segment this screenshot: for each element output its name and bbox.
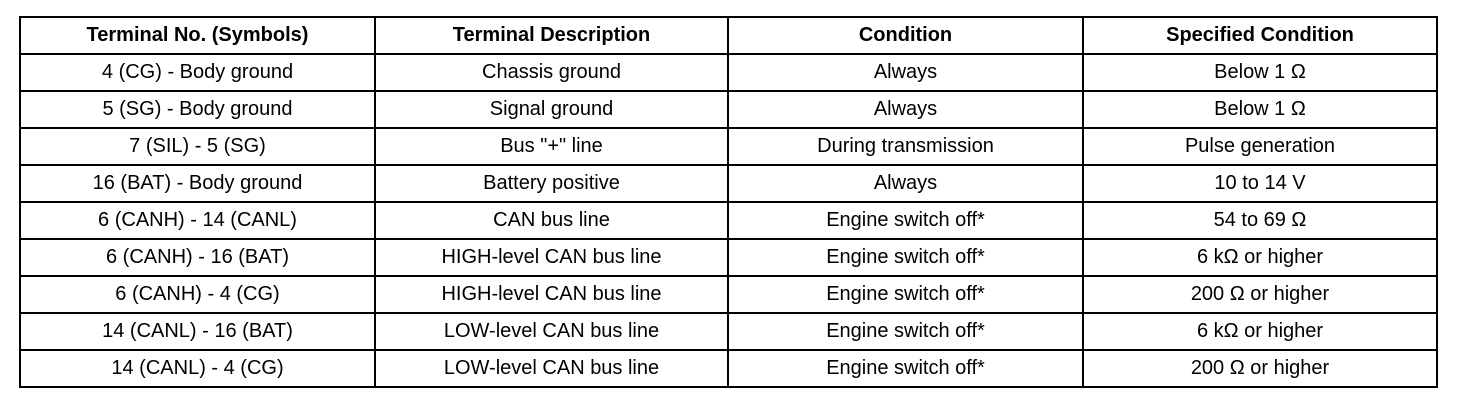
cell-condition: During transmission (728, 128, 1083, 165)
cell-terminal: 14 (CANL) - 4 (CG) (20, 350, 375, 387)
table-row (20, 313, 1437, 350)
cell-specified: 200 Ω or higher (1083, 276, 1437, 313)
cell-terminal: 6 (CANH) - 14 (CANL) (20, 202, 375, 239)
table-row (20, 128, 1437, 165)
cell-specified: 6 kΩ or higher (1083, 239, 1437, 276)
terminal-spec-table (19, 16, 1438, 388)
table-row (20, 165, 1437, 202)
cell-condition: Engine switch off* (728, 350, 1083, 387)
cell-condition: Engine switch off* (728, 202, 1083, 239)
cell-description: LOW-level CAN bus line (375, 313, 728, 350)
cell-condition: Engine switch off* (728, 313, 1083, 350)
cell-specified: Below 1 Ω (1083, 54, 1437, 91)
cell-condition: Always (728, 91, 1083, 128)
table-row (20, 202, 1437, 239)
header-condition: Condition (728, 17, 1083, 54)
cell-description: Chassis ground (375, 54, 728, 91)
table-row (20, 91, 1437, 128)
cell-description: HIGH-level CAN bus line (375, 239, 728, 276)
cell-terminal: 5 (SG) - Body ground (20, 91, 375, 128)
cell-specified: 200 Ω or higher (1083, 350, 1437, 387)
cell-condition: Always (728, 54, 1083, 91)
cell-condition: Always (728, 165, 1083, 202)
cell-specified: 54 to 69 Ω (1083, 202, 1437, 239)
cell-terminal: 16 (BAT) - Body ground (20, 165, 375, 202)
table-row (20, 239, 1437, 276)
cell-terminal: 14 (CANL) - 16 (BAT) (20, 313, 375, 350)
cell-description: HIGH-level CAN bus line (375, 276, 728, 313)
header-specified-condition: Specified Condition (1083, 17, 1437, 54)
cell-condition: Engine switch off* (728, 276, 1083, 313)
header-terminal-no: Terminal No. (Symbols) (20, 17, 375, 54)
cell-specified: Below 1 Ω (1083, 91, 1437, 128)
cell-description: Battery positive (375, 165, 728, 202)
cell-description: LOW-level CAN bus line (375, 350, 728, 387)
table-header-row (20, 17, 1437, 54)
table-row (20, 54, 1437, 91)
header-terminal-description: Terminal Description (375, 17, 728, 54)
cell-condition: Engine switch off* (728, 239, 1083, 276)
table-row (20, 276, 1437, 313)
cell-specified: 6 kΩ or higher (1083, 313, 1437, 350)
table-row (20, 350, 1437, 387)
cell-terminal: 6 (CANH) - 16 (BAT) (20, 239, 375, 276)
cell-specified: Pulse generation (1083, 128, 1437, 165)
cell-description: Bus "+" line (375, 128, 728, 165)
cell-description: CAN bus line (375, 202, 728, 239)
cell-terminal: 4 (CG) - Body ground (20, 54, 375, 91)
cell-specified: 10 to 14 V (1083, 165, 1437, 202)
cell-terminal: 6 (CANH) - 4 (CG) (20, 276, 375, 313)
cell-description: Signal ground (375, 91, 728, 128)
cell-terminal: 7 (SIL) - 5 (SG) (20, 128, 375, 165)
